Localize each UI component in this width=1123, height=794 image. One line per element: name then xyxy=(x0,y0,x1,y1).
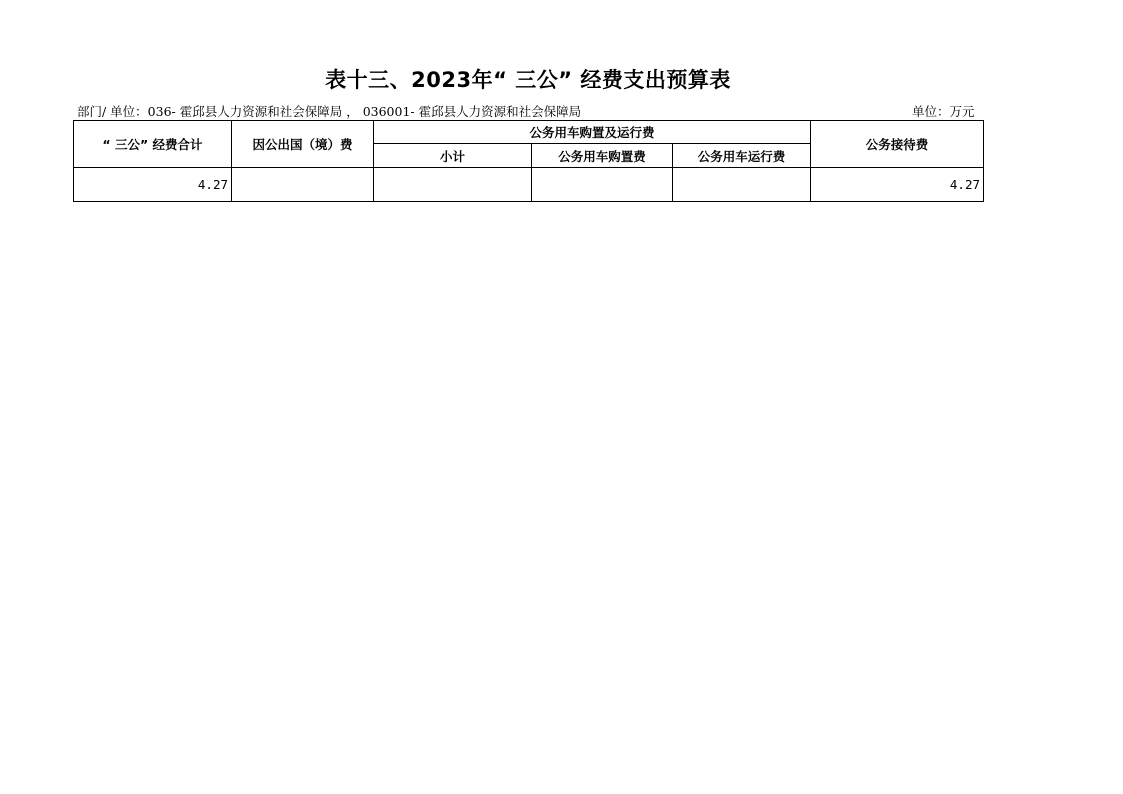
budget-table xyxy=(73,120,984,202)
table-row xyxy=(74,168,984,202)
header-reception: 公务接待费 xyxy=(811,121,984,168)
page-title: 表十三、2023年“ 三公” 经费支出预算表 xyxy=(325,68,731,92)
cell-total: 4.27 xyxy=(74,168,232,202)
cell-reception: 4.27 xyxy=(811,168,984,202)
header-row-1 xyxy=(74,121,984,144)
header-subtotal: 小计 xyxy=(374,144,532,168)
department-info: 部门/ 单位：036- 霍邱县人力资源和社会保障局 ， 036001- 霍邱县人力资源和社会保障局 xyxy=(77,104,582,119)
cell-vehicle-operation xyxy=(673,168,811,202)
cell-vehicle-purchase xyxy=(532,168,673,202)
header-vehicle-operation: 公务用车运行费 xyxy=(673,144,811,168)
header-abroad: 因公出国（境）费 xyxy=(232,121,374,168)
header-total: “ 三公” 经费合计 xyxy=(74,121,232,168)
unit-label: 单位：万元 xyxy=(912,104,975,119)
cell-abroad xyxy=(232,168,374,202)
cell-subtotal xyxy=(374,168,532,202)
header-vehicle-group: 公务用车购置及运行费 xyxy=(374,121,811,144)
header-vehicle-purchase: 公务用车购置费 xyxy=(532,144,673,168)
